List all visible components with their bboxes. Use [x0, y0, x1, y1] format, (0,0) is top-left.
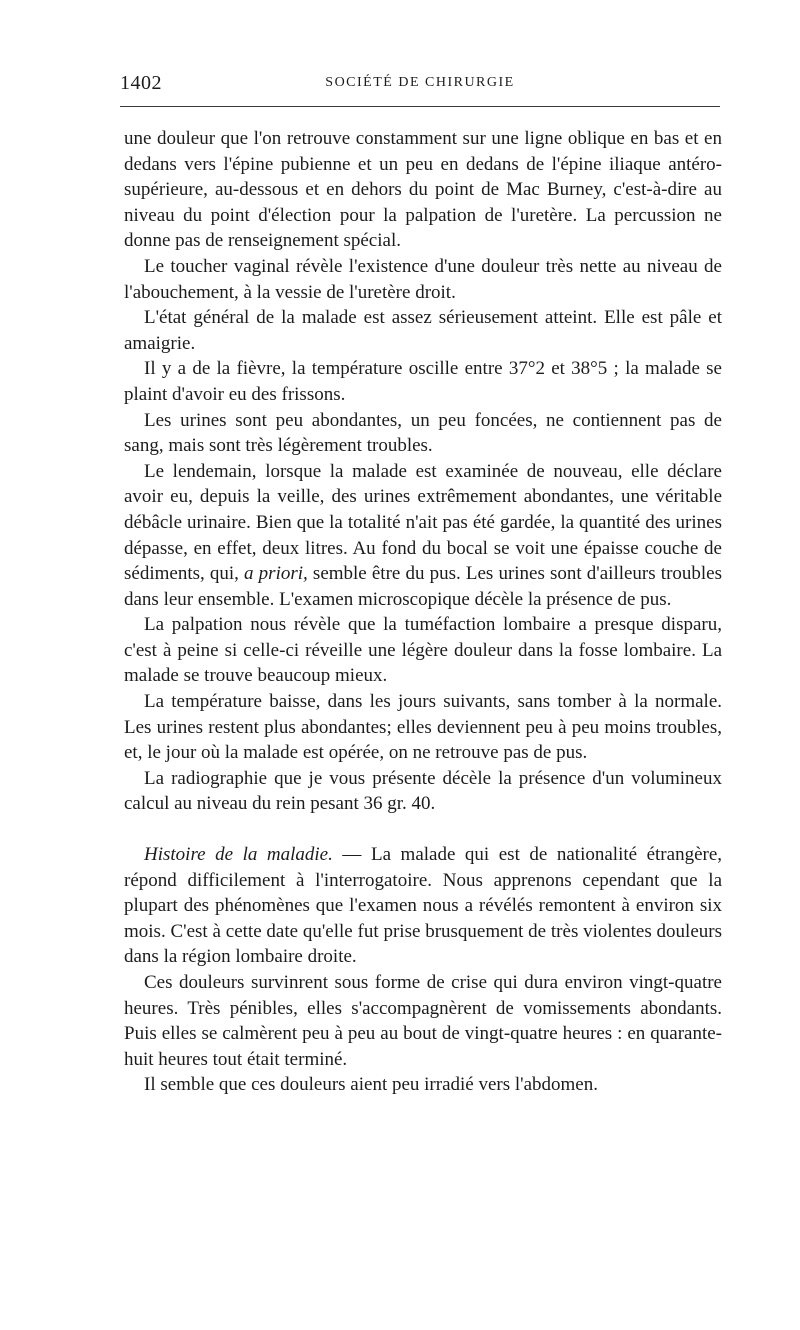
paragraph-palpation: La palpation nous révèle que la tuméfaction lombaire a presque disparu, c'est à peine si celle-ci réveille une légère douleur dans la fosse lombaire. La malade se trouve beaucoup mieux. — [124, 614, 722, 687]
paragraph-irradiation: Il semble que ces douleurs aient peu irradié vers l'abdomen. — [144, 1074, 598, 1096]
paragraph-history — [124, 842, 722, 970]
paragraph-urines: Les urines sont peu abondantes, un peu foncées, ne contiennent pas de sang, mais sont très légèrement troubles. — [124, 409, 722, 457]
page-number: 1402 — [120, 72, 162, 94]
paragraph-history-text: — La malade qui est de nationalité étrangère, répond difficilement à l'interrogatoire. Nous apprenons cependant que la plupart des phénomènes que l'examen nous a révélés remontent à environ six mois. C'est à cette date qu'elle fut prise brusquement de très violentes douleurs dans la région lombaire droite. — [124, 844, 723, 968]
paragraph-crisis: Ces douleurs survinrent sous forme de crise qui dura environ vingt-quatre heures. Très pénibles, elles s'accompagnèrent de vomissements abondants. Puis elles se calmèrent peu à peu au bout de vingt-quatre heures : en quarante-huit heures tout était terminé. — [124, 972, 722, 1070]
paragraph-next-day-text-b: semble être du pus. Les urines sont d'ailleurs troubles dans leur ensemble. L'examen microscopique décèle la présence de pus. — [124, 563, 722, 610]
body-text — [124, 126, 722, 1098]
header-rule — [120, 106, 720, 107]
paragraph-vaginal-exam: Le toucher vaginal révèle l'existence d'une douleur très nette au niveau de l'abouchement, à la vessie de l'uretère droit. — [124, 255, 722, 303]
paragraph-fever: Il y a de la fièvre, la température oscille entre 37°2 et 38°5 ; la malade se plaint d'avoir eu des frissons. — [124, 358, 722, 405]
paragraph-continued: une douleur que l'on retrouve constamment sur une ligne oblique en bas et en dedans vers l'épine pubienne et un peu en dedans de l'épine iliaque antéro-supérieure, au-dessous et en dehors du point de Mac Burney, c'est-à-dire au niveau du point d'élection pour la palpation de l'uretère. La percussion ne donne pas de renseignement spécial. — [124, 128, 722, 252]
paragraph-general-state: L'état général de la malade est assez sérieusement atteint. Elle est pâle et amaigrie. — [124, 307, 722, 354]
a-priori-phrase: a priori, — [244, 563, 308, 585]
running-title: SOCIÉTÉ DE CHIRURGIE — [325, 75, 515, 90]
paragraph-next-day — [124, 459, 722, 613]
section-heading: Histoire de la maladie. — [144, 844, 333, 866]
paragraph-radiography: La radiographie que je vous présente décèle la présence d'un volumineux calcul au niveau du rein pesant 36 gr. 40. — [124, 767, 722, 815]
paragraph-temperature: La température baisse, dans les jours suivants, sans tomber à la normale. Les urines restent plus abondantes; elles deviennent peu à peu moins troubles, et, le jour où la malade est opérée, on ne retrouve pas de pus. — [124, 691, 722, 764]
page-header — [120, 72, 720, 96]
paragraph-next-day-text-a: Le lendemain, lorsque la malade est examinée de nouveau, elle déclare avoir eu, depuis la veille, des urines extrêmement abondantes, une véritable débâcle urinaire. Bien que la totalité n'ait pas été gardée, la quantité des urines dépasse, en effet, deux litres. Au fond du bocal se voit une épaisse couche de sédiments, qui, — [124, 460, 722, 585]
